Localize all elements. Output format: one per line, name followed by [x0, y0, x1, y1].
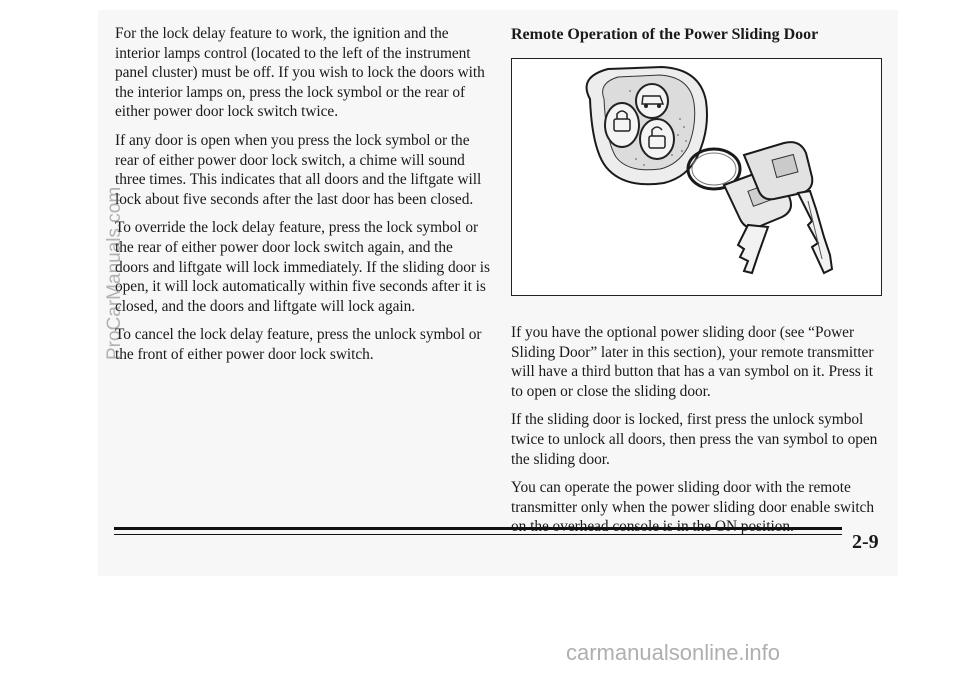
keys-icon: [724, 142, 832, 273]
paragraph-third-button: If you have the optional power sliding door (see “Power Sliding Door” later in this section), your remote transmitter will have a third button that has a van symbol on it. Press it to open or close the sliding door.: [511, 324, 874, 400]
key-fob-illustration: [512, 59, 881, 295]
remote-transmitter-figure: [511, 58, 882, 296]
paragraph-enable-switch: You can operate the power sliding door with the remote transmitter only when the power sliding door enable switch: [511, 479, 874, 516]
footer-rule-thick: [114, 527, 842, 530]
paragraph-sliding-door-locked: If the sliding door is locked, first press the unlock symbol twice to unlock all doors, then press the van symbol to open the sliding door.: [511, 411, 878, 468]
paragraph-door-open-chime: If any door is open when you press the lock symbol or the rear of either power door lock switch, a chime will sound three times. This indicates that all doors and the liftgate will lock about five seconds after the last door has been closed.: [115, 131, 482, 208]
watermark-vertical: ProCarManuals.com: [104, 186, 125, 360]
left-column: [115, 24, 490, 374]
page-number: 2-9: [852, 531, 879, 553]
footer-rule-thin: [114, 534, 842, 535]
paragraph-override-lock-delay: To override the lock delay feature, press the lock symbol or the rear of either power door lock switch again, and the doors and liftgate will lock immediately. If the sliding door is open, it will lock automatically within five seconds after it is closed, and the doors and liftgate will lock again.: [115, 219, 490, 315]
section-heading: Remote Operation of the Power Sliding Door: [511, 26, 819, 43]
paragraph-lock-delay-requirements: For the lock delay feature to work, the ignition and the interior lamps control (located to the left of the instrument panel cluster) must be off. If you wish to lock the doors with the interior lamps on, press the lock symbol or the rear of either power door lock switch twice.: [115, 25, 485, 121]
paragraph-cancel-lock-delay: To cancel the lock delay feature, press the unlock symbol or the front of either power door lock switch.: [115, 326, 482, 363]
watermark-bottom[interactable]: carmanualsonline.info: [566, 640, 781, 665]
right-column: [511, 24, 886, 546]
